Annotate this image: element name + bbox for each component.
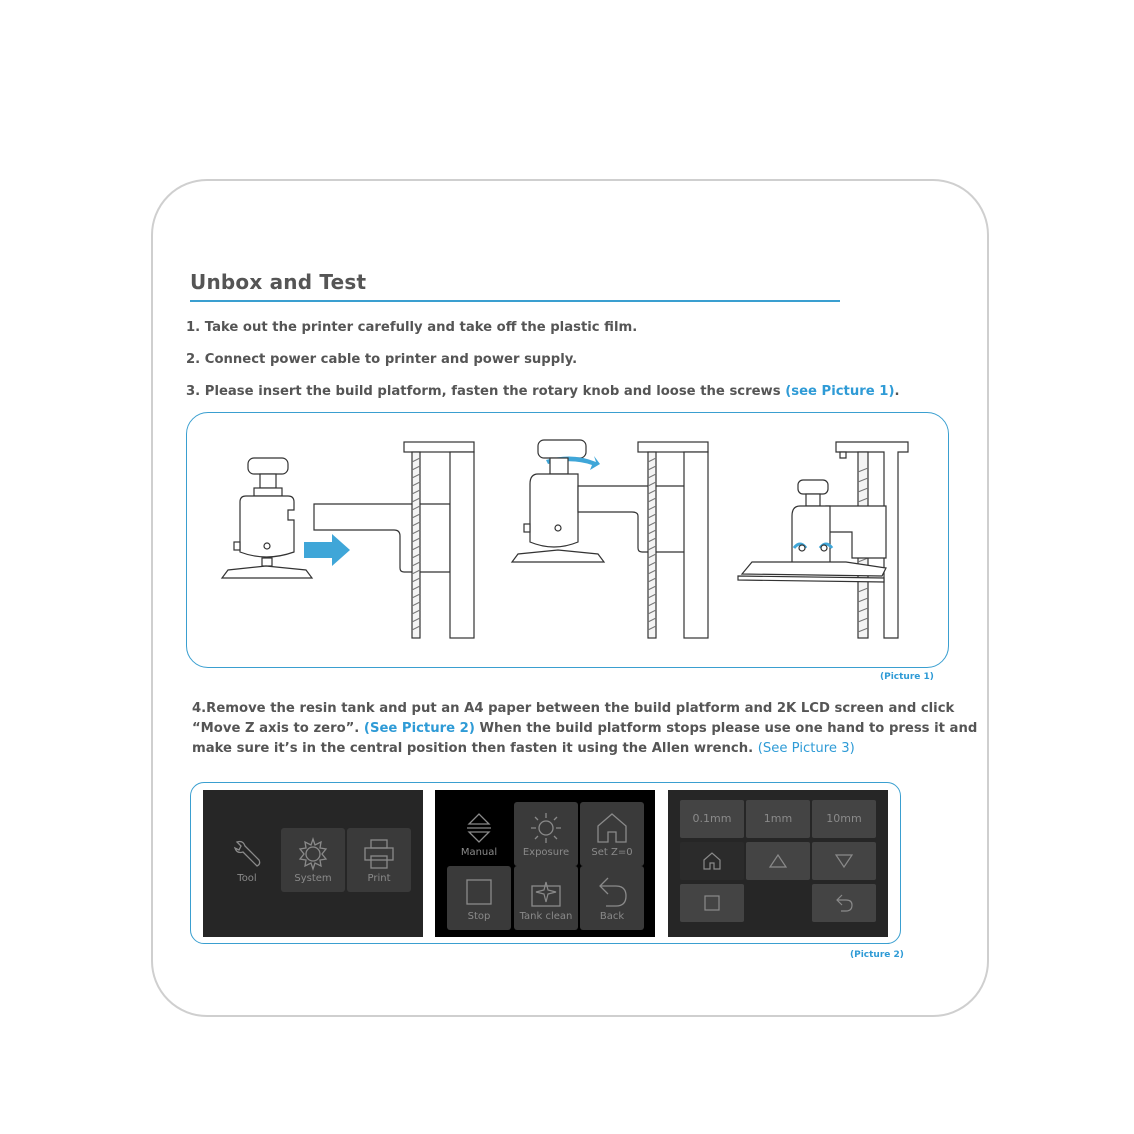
triangle-up-icon [768,853,788,869]
set-z-label: Set Z=0 [591,847,633,858]
print-label: Print [367,873,391,884]
step-4-line-2-end: When the build platform stops please use one hand to press it and [474,721,978,736]
picture-2-caption: (Picture 2) [850,950,904,960]
step-0-1mm-button[interactable] [680,800,744,838]
step-4-line-3 [192,739,912,759]
back-move-button[interactable] [812,884,876,922]
up-down-icon [461,810,497,846]
move-up-button[interactable] [746,842,810,880]
step-4-move-z: “Move Z axis to zero”. [192,721,364,736]
print-button[interactable] [347,828,411,892]
home-button[interactable] [680,842,744,880]
see-picture-2-link[interactable]: (See Picture 2) [363,721,475,736]
back-arrow-icon [834,893,854,913]
see-picture-1-link[interactable]: (see Picture 1) [785,384,895,399]
stop-button[interactable] [447,866,511,930]
exposure-button[interactable] [514,802,578,866]
picture-1-caption: (Picture 1) [880,672,934,682]
step-4 [192,699,978,759]
wrench-icon [229,836,265,872]
step-4-line-3-text: make sure it’s in the central position then fasten it using the Allen wrench. [192,741,758,756]
manual-button[interactable] [447,802,511,866]
see-picture-3-link[interactable]: (See Picture 3) [757,741,855,756]
step-1: 1. Take out the printer carefully and take off the plastic film. [186,320,638,335]
back-label: Back [599,911,625,922]
step-1mm-button[interactable] [746,800,810,838]
home-icon [702,851,722,871]
gear-icon [295,836,331,872]
tank-clean-button[interactable] [514,866,578,930]
stop-move-button[interactable] [680,884,744,922]
step-4-line-2 [192,719,978,739]
step-0-1mm-label: 0.1mm [692,812,732,825]
step-10mm-label: 10mm [826,812,862,825]
step-4-line-1: 4.Remove the resin tank and put an A4 paper between the build platform and 2K LCD screen and click [192,701,955,716]
set-z-button[interactable] [580,802,644,866]
picture-1-illustration [186,412,949,668]
step-1mm-label: 1mm [763,812,793,825]
back-arrow-icon [594,874,630,910]
screen-tool-menu [435,790,655,937]
screen-manual-move [668,790,888,937]
step-10mm-button[interactable] [812,800,876,838]
system-button[interactable] [281,828,345,892]
stop-icon [703,894,721,912]
tool-button[interactable] [215,828,279,892]
step-3-text: 3. Please insert the build platform, fasten the rotary knob and loose the screws [186,384,786,399]
sun-icon [528,810,564,846]
tank-clean-label: Tank clean [519,911,573,922]
stop-label: Stop [467,911,491,922]
step-2: 2. Connect power cable to printer and power supply. [186,352,578,367]
sparkle-tank-icon [528,874,564,910]
tool-label: Tool [237,873,257,884]
printer-icon [361,836,397,872]
stop-icon [461,874,497,910]
home-icon [594,810,630,846]
back-button[interactable] [580,866,644,930]
system-label: System [294,873,332,884]
move-down-button[interactable] [812,842,876,880]
title-underline [190,300,840,302]
screen-main-menu [203,790,423,937]
exposure-label: Exposure [522,847,570,858]
section-title: Unbox and Test [190,270,367,294]
step-3 [186,384,900,399]
manual-label: Manual [460,847,498,858]
triangle-down-icon [834,853,854,869]
step-3-end: . [894,384,900,399]
